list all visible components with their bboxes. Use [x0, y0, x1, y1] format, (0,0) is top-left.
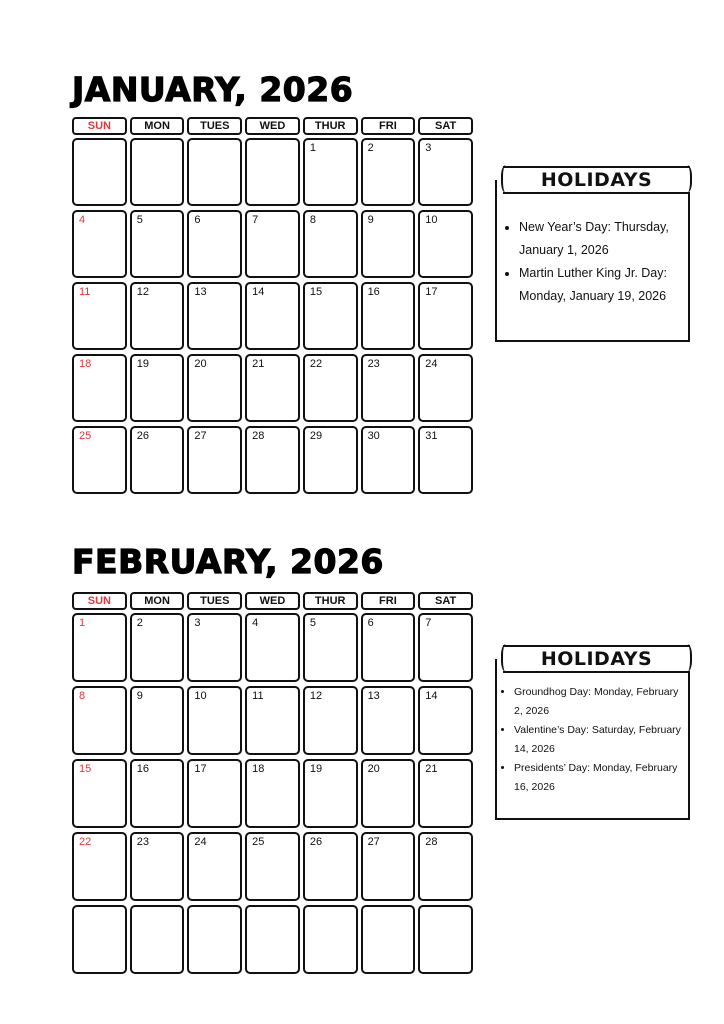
weekday-label: SUN [72, 117, 127, 135]
day-cell[interactable]: 17 [418, 282, 473, 350]
weekday-header [72, 592, 473, 610]
day-cell[interactable] [72, 905, 127, 974]
holidays-banner: HOLIDAYS [503, 645, 690, 673]
day-cell[interactable]: 9 [361, 210, 416, 278]
day-cell[interactable]: 18 [245, 759, 300, 828]
day-cell[interactable]: 12 [303, 686, 358, 755]
day-cell[interactable]: 23 [130, 832, 185, 901]
weekday-label: THUR [303, 592, 358, 610]
calendar-january [72, 117, 473, 494]
day-cell[interactable] [418, 905, 473, 974]
day-cell[interactable]: 15 [303, 282, 358, 350]
day-cell[interactable]: 7 [418, 613, 473, 682]
day-cell[interactable]: 31 [418, 426, 473, 494]
day-cell[interactable]: 2 [361, 138, 416, 206]
day-grid [72, 138, 473, 494]
day-grid [72, 613, 473, 974]
day-cell[interactable]: 25 [245, 832, 300, 901]
weekday-label: THUR [303, 117, 358, 135]
day-cell[interactable]: 13 [187, 282, 242, 350]
day-cell[interactable]: 10 [187, 686, 242, 755]
day-cell[interactable]: 18 [72, 354, 127, 422]
day-cell[interactable]: 15 [72, 759, 127, 828]
day-cell[interactable]: 23 [361, 354, 416, 422]
weekday-label: SAT [418, 592, 473, 610]
day-cell[interactable] [130, 138, 185, 206]
weekday-label: FRI [361, 592, 416, 610]
day-cell[interactable] [245, 138, 300, 206]
day-cell[interactable]: 19 [130, 354, 185, 422]
day-cell[interactable]: 3 [187, 613, 242, 682]
day-cell[interactable] [245, 905, 300, 974]
holidays-box [495, 180, 690, 342]
day-cell[interactable]: 19 [303, 759, 358, 828]
day-cell[interactable]: 21 [245, 354, 300, 422]
holiday-item: • Groundhog Day: Monday, February 2, 2026 [514, 683, 688, 721]
day-cell[interactable]: 11 [245, 686, 300, 755]
day-cell[interactable] [303, 905, 358, 974]
month-title-january: JANUARY, 2026 [72, 70, 354, 109]
day-cell[interactable]: 21 [418, 759, 473, 828]
calendar-february [72, 592, 473, 974]
day-cell[interactable]: 4 [72, 210, 127, 278]
day-cell[interactable]: 6 [361, 613, 416, 682]
day-cell[interactable]: 5 [130, 210, 185, 278]
day-cell[interactable]: 27 [361, 832, 416, 901]
day-cell[interactable]: 7 [245, 210, 300, 278]
day-cell[interactable]: 20 [361, 759, 416, 828]
day-cell[interactable]: 28 [245, 426, 300, 494]
day-cell[interactable]: 26 [303, 832, 358, 901]
weekday-label: SUN [72, 592, 127, 610]
day-cell[interactable]: 2 [130, 613, 185, 682]
day-cell[interactable]: 1 [303, 138, 358, 206]
holidays-list [497, 216, 688, 308]
day-cell[interactable]: 5 [303, 613, 358, 682]
weekday-label: WED [245, 117, 300, 135]
month-title-february: FEBRUARY, 2026 [72, 542, 384, 581]
day-cell[interactable]: 4 [245, 613, 300, 682]
day-cell[interactable]: 11 [72, 282, 127, 350]
day-cell[interactable]: 22 [303, 354, 358, 422]
weekday-label: TUES [187, 592, 242, 610]
holidays-box [495, 659, 690, 820]
day-cell[interactable] [72, 138, 127, 206]
weekday-header [72, 117, 473, 135]
day-cell[interactable]: 10 [418, 210, 473, 278]
day-cell[interactable] [187, 138, 242, 206]
day-cell[interactable]: 1 [72, 613, 127, 682]
holiday-item: • New Year’s Day: Thursday, January 1, 2026 [519, 216, 688, 262]
day-cell[interactable]: 6 [187, 210, 242, 278]
day-cell[interactable]: 9 [130, 686, 185, 755]
holiday-item: • Presidents’ Day: Monday, February 16, 2026 [514, 759, 688, 797]
day-cell[interactable]: 14 [245, 282, 300, 350]
day-cell[interactable]: 8 [303, 210, 358, 278]
day-cell[interactable]: 20 [187, 354, 242, 422]
day-cell[interactable]: 24 [418, 354, 473, 422]
day-cell[interactable]: 24 [187, 832, 242, 901]
day-cell[interactable]: 16 [361, 282, 416, 350]
holidays-banner: HOLIDAYS [503, 166, 690, 194]
day-cell[interactable] [187, 905, 242, 974]
weekday-label: SAT [418, 117, 473, 135]
day-cell[interactable]: 28 [418, 832, 473, 901]
day-cell[interactable]: 3 [418, 138, 473, 206]
day-cell[interactable] [361, 905, 416, 974]
day-cell[interactable]: 30 [361, 426, 416, 494]
holiday-item: • Martin Luther King Jr. Day: Monday, January 19, 2026 [519, 262, 688, 308]
day-cell[interactable]: 14 [418, 686, 473, 755]
weekday-label: WED [245, 592, 300, 610]
day-cell[interactable]: 17 [187, 759, 242, 828]
holidays-list [497, 683, 688, 797]
weekday-label: MON [130, 592, 185, 610]
day-cell[interactable]: 27 [187, 426, 242, 494]
day-cell[interactable]: 25 [72, 426, 127, 494]
day-cell[interactable]: 8 [72, 686, 127, 755]
weekday-label: MON [130, 117, 185, 135]
weekday-label: TUES [187, 117, 242, 135]
day-cell[interactable]: 29 [303, 426, 358, 494]
day-cell[interactable]: 16 [130, 759, 185, 828]
holiday-item: • Valentine’s Day: Saturday, February 14, 2026 [514, 721, 688, 759]
day-cell[interactable]: 22 [72, 832, 127, 901]
day-cell[interactable]: 13 [361, 686, 416, 755]
day-cell[interactable] [130, 905, 185, 974]
day-cell[interactable]: 12 [130, 282, 185, 350]
weekday-label: FRI [361, 117, 416, 135]
day-cell[interactable]: 26 [130, 426, 185, 494]
